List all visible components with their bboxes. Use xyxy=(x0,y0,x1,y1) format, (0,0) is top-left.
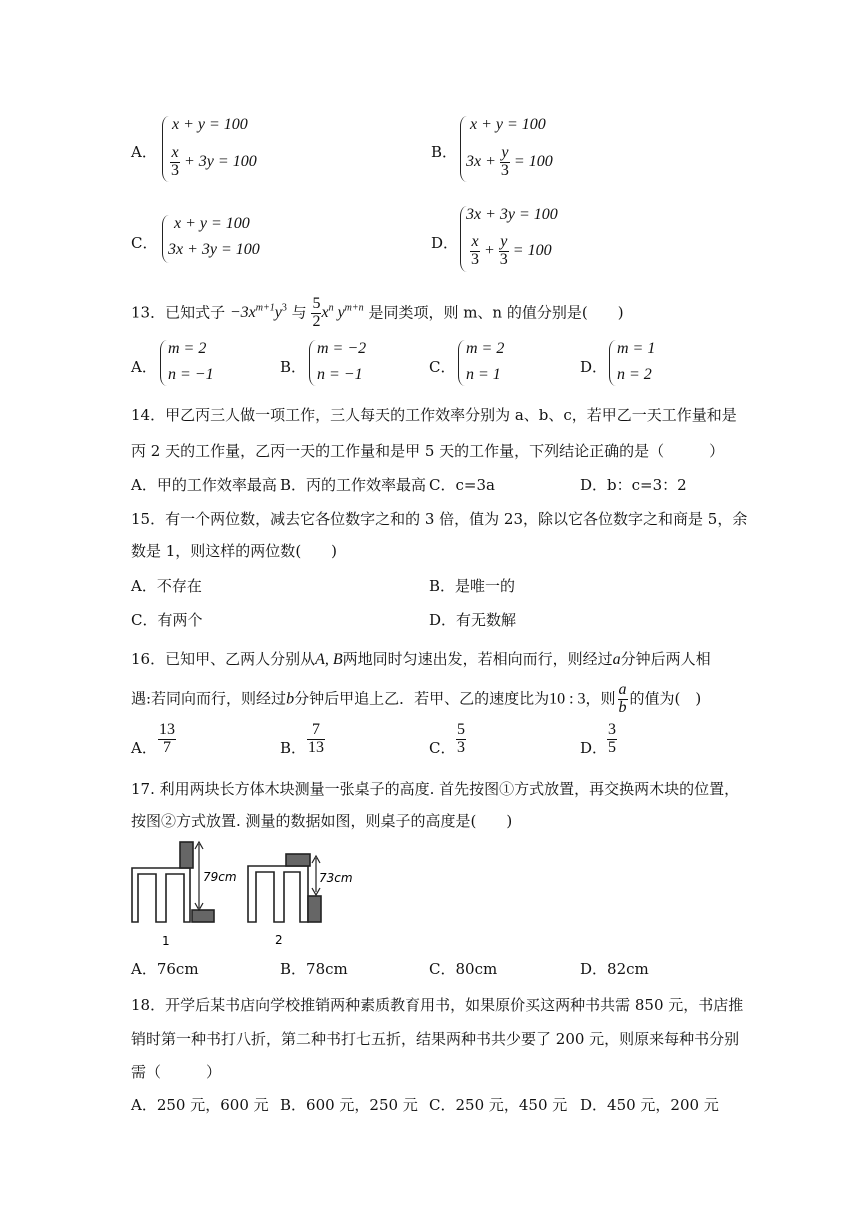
option-label: B． xyxy=(280,358,307,376)
equation: = 100 xyxy=(513,152,553,170)
figure-1 xyxy=(132,842,214,922)
frac-denominator: 3 xyxy=(171,161,179,179)
q14-line-1: 14．甲乙丙三人做一项工作，三人每天的工作效率分别为 a、b、c，若甲乙一天工作量和是 xyxy=(131,406,737,424)
q18-option-a[interactable]: A．250 元，600 元 xyxy=(131,1096,269,1114)
frac-denominator: 3 xyxy=(471,250,479,268)
brace-icon xyxy=(609,340,616,386)
equation: + 3y = 100 xyxy=(184,152,257,170)
q14-option-b[interactable]: B．丙的工作效率最高 xyxy=(280,476,427,494)
equation: x + y = 100 xyxy=(172,116,248,133)
option-label: D． xyxy=(431,234,459,252)
fraction: $\frac{5}{2}$ xyxy=(312,295,321,330)
q17-line-1: 17. 利用两块长方体木块测量一张桌子的高度. 首先按图①方式放置，再交换两木块的位置， xyxy=(131,780,740,798)
brace-icon xyxy=(162,116,169,182)
frac-numerator: x xyxy=(171,144,179,161)
frac-numerator: y xyxy=(500,233,508,250)
equation: m = 1 xyxy=(617,340,656,357)
q17-line-2: 按图②方式放置. 测量的数据如图，则桌子的高度是( ) xyxy=(131,812,513,830)
q15-option-d[interactable]: D．有无数解 xyxy=(429,611,517,629)
equation: m = −2 xyxy=(317,340,367,357)
option-label: A． xyxy=(131,358,157,376)
q18-line-3: 需（ ） xyxy=(131,1063,222,1081)
equation: n = −1 xyxy=(168,366,214,383)
option-label: B． xyxy=(431,143,458,161)
q18-option-c[interactable]: C．250 元，450 元 xyxy=(429,1096,568,1114)
equation: 3x + xyxy=(466,152,496,170)
equation: 3x + 3y = 100 xyxy=(168,241,260,258)
q16-line-2: 遇:若同向而行，则经过b分钟后甲追上乙．若甲、乙的速度比为10 : 3，则 $\frac{a}{b}$ 的值为( ) xyxy=(131,681,702,716)
equation: x + y = 100 xyxy=(470,116,546,133)
option-label: A． xyxy=(131,143,157,161)
equation: m = 2 xyxy=(168,340,207,357)
block-horizontal xyxy=(192,910,214,922)
frac-denominator: 3 xyxy=(499,250,508,268)
brace-icon xyxy=(458,340,465,386)
q14-line-2: 丙 2 天的工作量，乙丙一天的工作量和是甲 5 天的工作量，下列结论正确的是（ ） xyxy=(131,442,725,460)
frac-numerator: 13 xyxy=(159,721,175,738)
equation: n = −1 xyxy=(317,366,363,383)
frac-numerator: 7 xyxy=(307,722,325,740)
frac-denominator: 7 xyxy=(163,738,171,756)
figure-2 xyxy=(248,854,321,922)
q17-figure xyxy=(126,836,366,948)
q18-line-2: 销时第一种书打八折，第二种书打七五折，结果两种书共少要了 200 元，则原来每种书分别 xyxy=(131,1030,740,1048)
frac-denominator: 13 xyxy=(308,738,324,756)
q15-option-b[interactable]: B．是唯一的 xyxy=(429,577,516,595)
equation: n = 1 xyxy=(466,366,501,383)
q18-option-b[interactable]: B．600 元，250 元 xyxy=(280,1096,418,1114)
stem-text: 是同类项，则 m、n 的值分别是( ) xyxy=(368,303,624,322)
term-2: $x^n$ $y^{m+n}$ xyxy=(321,302,364,322)
option-label: C． xyxy=(429,739,456,757)
figure-1-label: 1 xyxy=(162,934,170,948)
frac-numerator: x xyxy=(471,233,479,250)
frac-denominator: 3 xyxy=(457,738,465,756)
term-1: $-3x^{m+1}y^3$ xyxy=(229,302,287,322)
option-label: D． xyxy=(580,358,608,376)
frac-numerator: 5 xyxy=(457,721,465,738)
frac-denominator: 5 xyxy=(608,738,616,756)
q15-line-1: 15．有一个两位数，减去它各位数字之和的 3 倍，值为 23，除以它各位数字之和商是 5，余 xyxy=(131,510,748,528)
brace-icon xyxy=(160,340,167,386)
q15-option-a[interactable]: A．不存在 xyxy=(131,577,202,595)
figure-1-measure: 79cm xyxy=(203,870,237,884)
table-shape xyxy=(132,868,190,922)
block-vertical xyxy=(180,842,193,868)
q13-stem xyxy=(131,296,624,331)
option-label: C． xyxy=(429,358,456,376)
q17-option-b[interactable]: B．78cm xyxy=(280,960,348,978)
plus-sign: + xyxy=(484,241,495,259)
q15-option-c[interactable]: C．有两个 xyxy=(131,611,203,629)
equation: m = 2 xyxy=(466,340,505,357)
option-label: D． xyxy=(580,739,608,757)
option-label: C． xyxy=(131,234,158,252)
figure-2-label: 2 xyxy=(275,933,283,947)
q14-option-d[interactable]: D．b：c=3：2 xyxy=(580,476,687,494)
stem-text: 与 xyxy=(291,303,307,322)
option-label: A． xyxy=(131,739,157,757)
q17-option-a[interactable]: A．76cm xyxy=(131,960,199,978)
q17-option-c[interactable]: C．80cm xyxy=(429,960,498,978)
block-horizontal xyxy=(286,854,310,866)
brace-icon xyxy=(309,340,316,386)
equation: = 100 xyxy=(512,241,552,259)
q16-line-1: 16．已知甲、乙两人分别从A, B两地同时匀速出发，若相向而行，则经过a分钟后两人相 xyxy=(131,650,711,668)
equation: n = 2 xyxy=(617,366,652,383)
q18-line-1: 18．开学后某书店向学校推销两种素质教育用书，如果原价买这两种书共需 850 元，书店推 xyxy=(131,996,744,1014)
stem-text: 13．已知式子 xyxy=(131,303,226,322)
frac-denominator: 3 xyxy=(500,161,509,179)
q14-option-a[interactable]: A．甲的工作效率最高 xyxy=(131,476,277,494)
q15-line-2: 数是 1，则这样的两位数( ) xyxy=(131,542,338,560)
table-shape xyxy=(248,866,308,922)
q14-option-c[interactable]: C．c=3a xyxy=(429,476,495,494)
block-vertical xyxy=(308,896,321,922)
figure-2-measure: 73cm xyxy=(319,871,353,885)
frac-numerator: y xyxy=(501,144,509,161)
equation: 3x + 3y = 100 xyxy=(466,206,558,223)
q18-option-d[interactable]: D．450 元，200 元 xyxy=(580,1096,719,1114)
equation: x + y = 100 xyxy=(174,215,250,232)
frac-numerator: 3 xyxy=(608,721,616,738)
q17-option-d[interactable]: D．82cm xyxy=(580,960,649,978)
option-label: B． xyxy=(280,739,307,757)
